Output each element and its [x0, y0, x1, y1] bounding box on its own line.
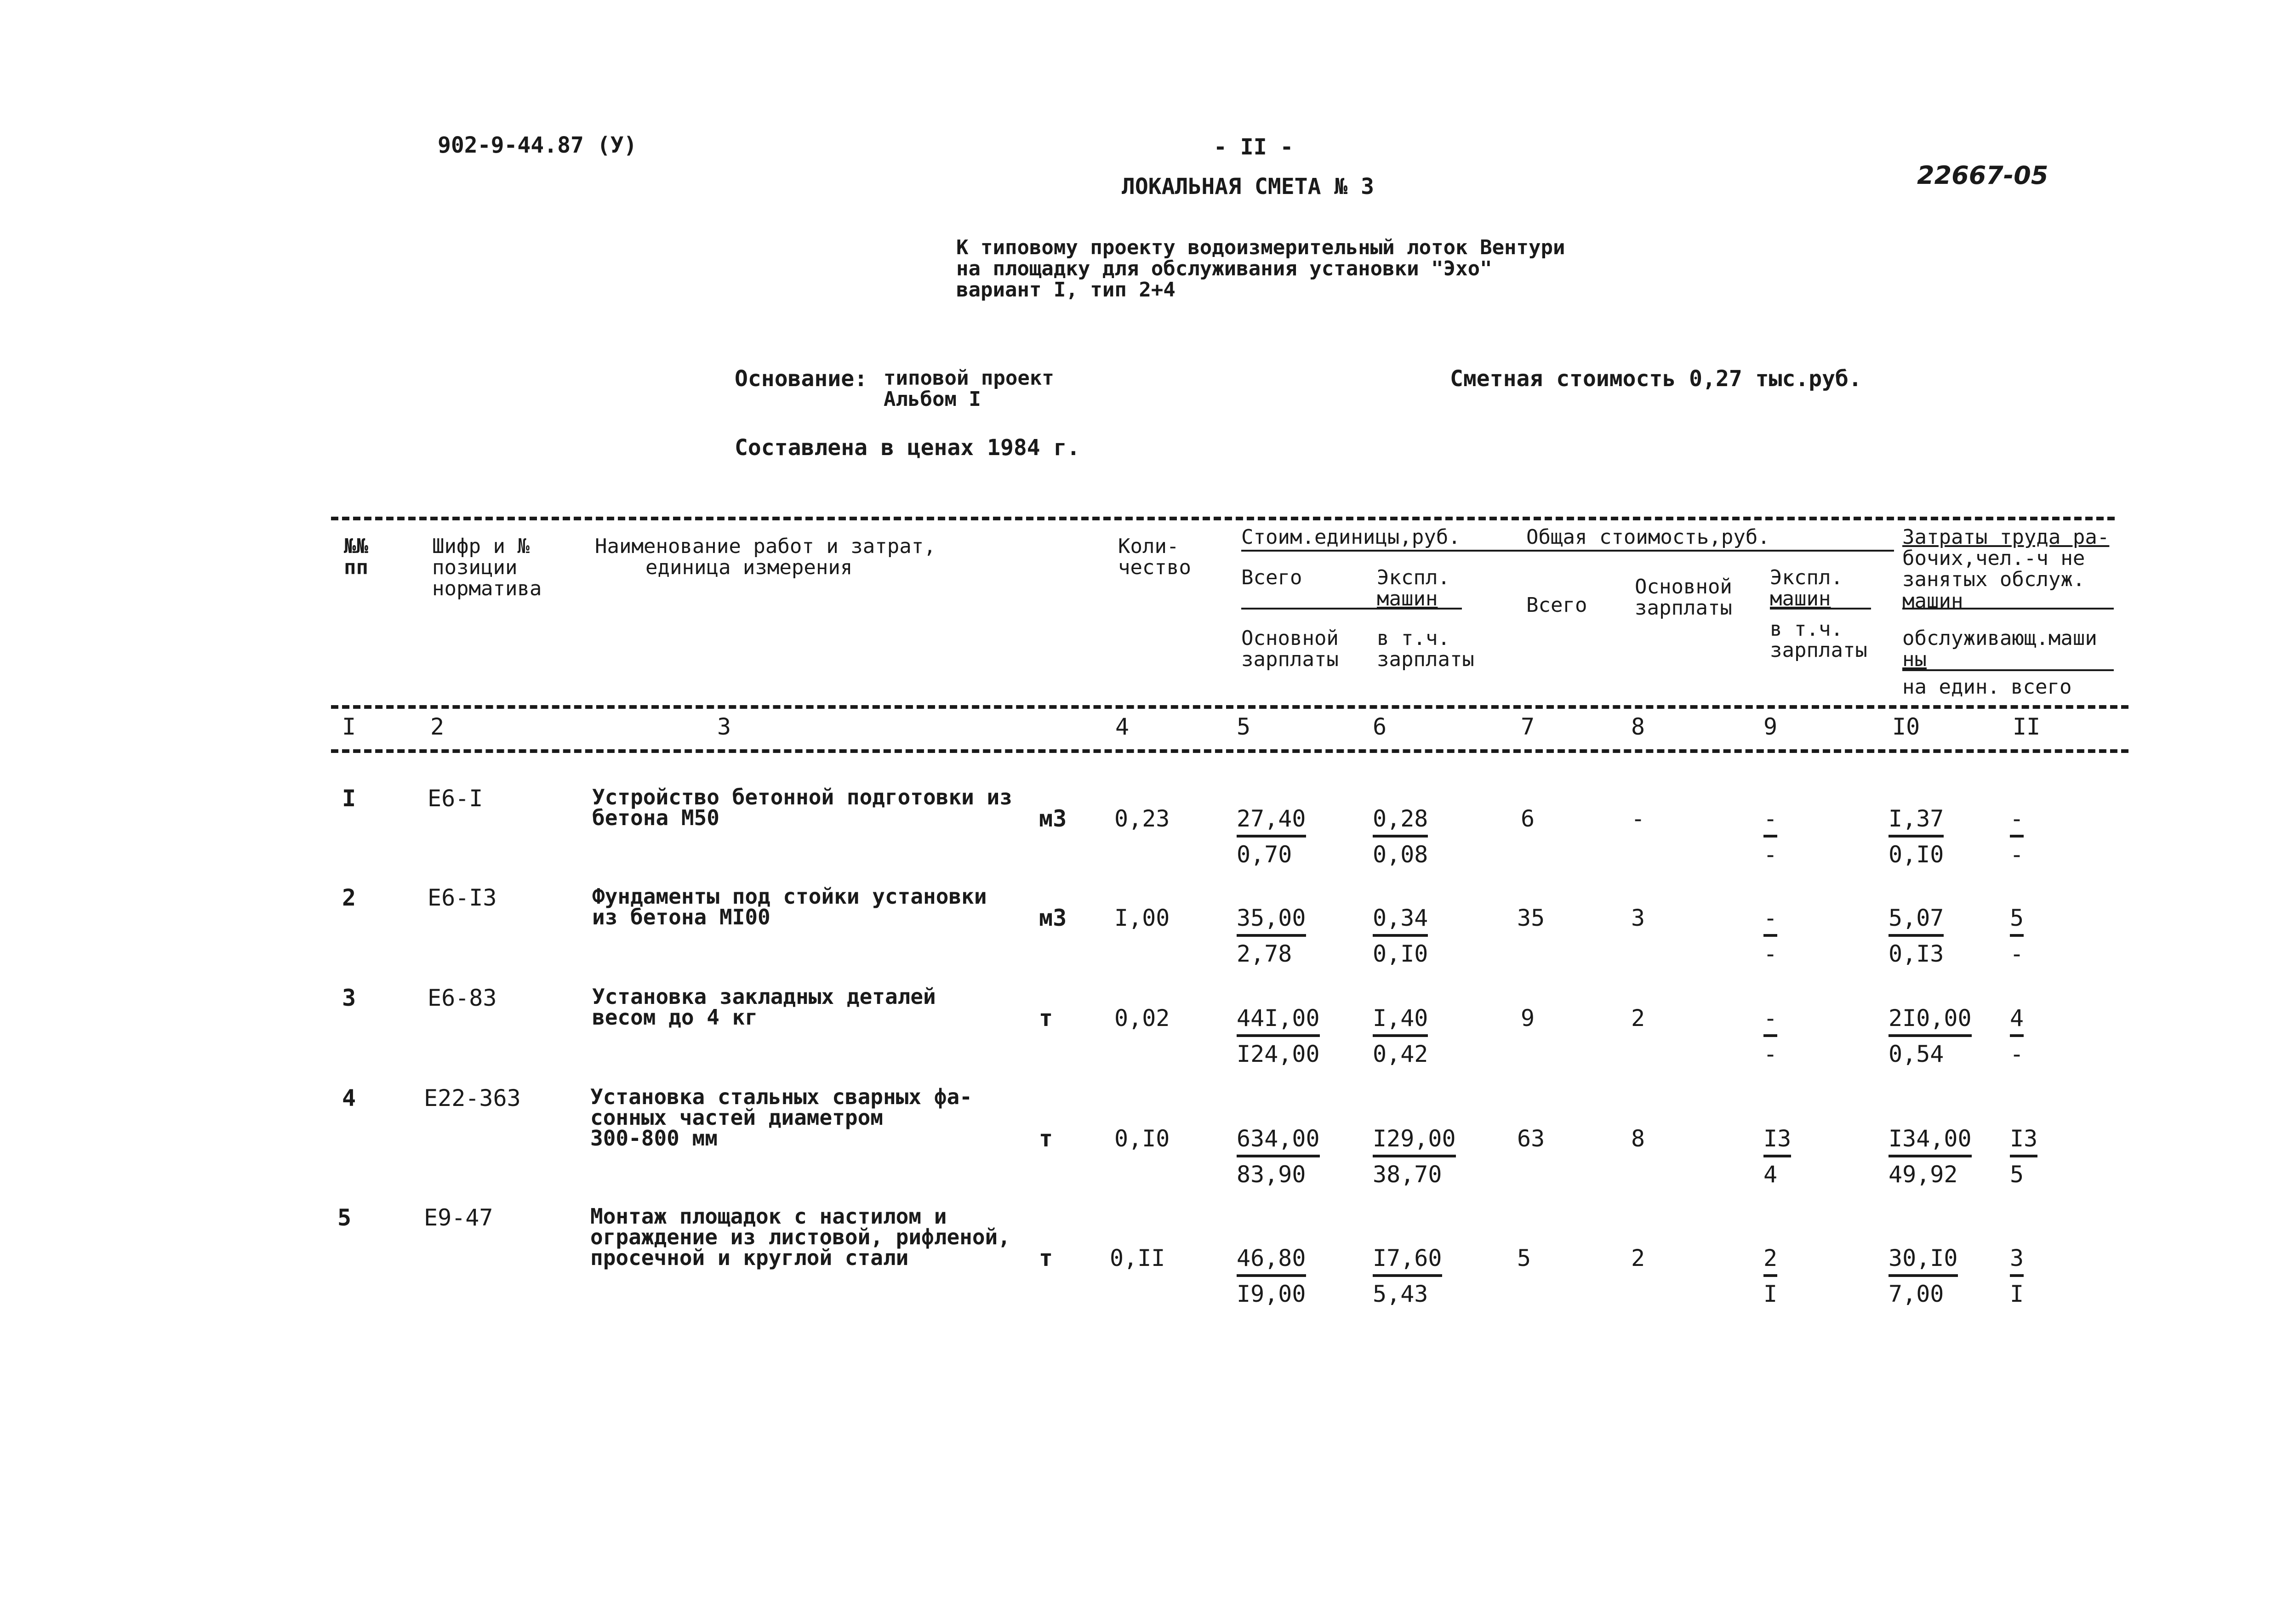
row-name: Устройство бетонной подготовки из бетона М50: [592, 785, 1012, 831]
row-num: I: [342, 785, 356, 812]
table-top-rule: [331, 517, 2115, 520]
row-code: Е22-363: [424, 1085, 521, 1111]
column-number: 4: [1115, 713, 1130, 740]
column-number: II: [2013, 713, 2041, 740]
header-labor-service: обслуживающ.маши ны: [1902, 627, 2097, 672]
row-labor-total: $\frac{3}{I}$: [2010, 1245, 2024, 1307]
column-number: I: [342, 713, 356, 740]
row-num: 2: [342, 884, 356, 911]
row-labor-unit: $\frac{30,I0}{7,00}$: [1889, 1245, 1958, 1307]
row-code: Е9-47: [424, 1204, 493, 1231]
prices-note: Составлена в ценах 1984 г.: [735, 435, 1080, 461]
row-total-wages: 2: [1631, 1005, 1645, 1031]
basis-label: Основание:: [735, 366, 867, 392]
header-bottom-rule: [331, 705, 2128, 709]
row-qty: 0,23: [1114, 805, 1170, 832]
row-total-wages: -: [1631, 805, 1645, 832]
row-qty: 0,I0: [1114, 1125, 1170, 1152]
row-name: Установка стальных сварных фа- сонных частей диаметром 300-800 мм: [590, 1084, 972, 1151]
row-num: 3: [342, 985, 356, 1011]
header-unit-wages: Основной зарплаты: [1241, 627, 1339, 672]
subtitle-line: на площадку для обслуживания установки "Эхо": [956, 257, 1492, 281]
row-code: Е6-I3: [428, 884, 497, 911]
row-labor-total: 4 -: [2010, 1005, 2024, 1067]
column-numbers-rule: [331, 749, 2128, 753]
row-unit-cost: $\frac{44I,00}{I24,00}$: [1237, 1005, 1320, 1067]
row-unit: м3: [1039, 805, 1067, 832]
column-number: I0: [1892, 713, 1920, 740]
row-unit-cost: $\frac{27,40}{0,70}$: [1237, 805, 1306, 868]
estimate-title: ЛОКАЛЬНАЯ СМЕТА № 3: [1122, 174, 1375, 199]
row-unit: м3: [1039, 905, 1067, 931]
document-code: 902-9-44.87 (У): [438, 132, 637, 158]
row-unit: т: [1039, 1005, 1053, 1031]
row-unit-machines: $\frac{I29,00}{38,70}$: [1373, 1125, 1456, 1188]
estimated-cost: Сметная стоимость 0,27 тыс.руб.: [1450, 366, 1862, 392]
row-total-machines: - -: [1763, 805, 1778, 868]
header-num: №№ пп: [344, 535, 368, 580]
header-code: Шифр и № позиции норматива: [432, 535, 542, 601]
row-name: Монтаж площадок с настилом и ограждение из листовой, рифленой, просечной и круглой стали: [590, 1204, 1010, 1271]
row-total-machines: - -: [1763, 905, 1778, 967]
row-num: 4: [342, 1085, 356, 1111]
column-number: 6: [1373, 713, 1387, 740]
row-name: Фундаменты под стойки установки из бетона МI00: [592, 884, 987, 930]
row-total-wages: 3: [1631, 905, 1645, 931]
row-unit-machines: $\frac{I7,60}{5,43}$: [1373, 1245, 1442, 1307]
header-total-total: Всего: [1526, 593, 1587, 617]
row-total-machines: $\frac{2}{I}$: [1763, 1245, 1778, 1307]
header-total-incl-wages: в т.ч. зарплаты: [1770, 617, 1867, 662]
header-unit-incl-wages: в т.ч. зарплаты: [1377, 627, 1474, 672]
header-total-wages: Основной зарплаты: [1635, 575, 1732, 620]
header-unit-cost: Стоим.единицы,руб.: [1241, 525, 1461, 549]
header-name: Наименование работ и затрат, единица измерения: [595, 535, 936, 580]
row-total-wages: 8: [1631, 1125, 1645, 1152]
column-number: 8: [1631, 713, 1645, 740]
row-labor-unit: $\frac{I34,00}{49,92}$: [1889, 1125, 1972, 1188]
row-total: 63: [1517, 1125, 1545, 1152]
subtitle-line: К типовому проекту водоизмерительный лоток Вентури: [956, 236, 1565, 259]
row-unit-machines: $\frac{0,34}{0,I0}$: [1373, 905, 1428, 967]
header-qty: Коли- чество: [1118, 535, 1191, 580]
row-labor-unit: $\frac{I,37}{0,I0}$: [1889, 805, 1944, 868]
subtitle: [956, 237, 1565, 301]
row-total: 5: [1517, 1245, 1531, 1271]
column-number: 9: [1763, 713, 1778, 740]
row-code: Е6-I: [428, 785, 483, 812]
row-qty: I,00: [1114, 905, 1170, 931]
row-name: Установка закладных деталей весом до 4 кг: [592, 984, 936, 1030]
header-total-cost: Общая стоимость,руб.: [1526, 525, 1770, 549]
row-unit-cost: $\frac{46,80}{I9,00}$: [1237, 1245, 1306, 1307]
row-unit: т: [1039, 1245, 1053, 1271]
row-labor-unit: $\frac{2I0,00}{0,54}$: [1889, 1005, 1972, 1067]
row-unit-machines: $\frac{0,28}{0,08}$: [1373, 805, 1428, 868]
row-unit-cost: $\frac{634,00}{83,90}$: [1237, 1125, 1320, 1188]
row-total-wages: 2: [1631, 1245, 1645, 1271]
column-number: 5: [1237, 713, 1251, 740]
row-labor-total: 5 -: [2010, 905, 2024, 967]
row-unit: т: [1039, 1125, 1053, 1152]
page-number: - II -: [1214, 134, 1294, 160]
row-labor-total: - -: [2010, 805, 2024, 868]
header-labor-total: всего: [2011, 675, 2072, 699]
row-labor-total: $\frac{I3}{5}$: [2010, 1125, 2038, 1188]
column-number: 2: [430, 713, 445, 740]
row-qty: 0,02: [1114, 1005, 1170, 1031]
row-unit-machines: $\frac{I,40}{0,42}$: [1373, 1005, 1428, 1067]
row-total-machines: $\frac{I3}{4}$: [1763, 1125, 1792, 1188]
archive-number: 22667-05: [1917, 161, 2048, 190]
header-unit-total: Всего: [1241, 566, 1302, 589]
row-code: Е6-83: [428, 985, 497, 1011]
row-qty: 0,II: [1110, 1245, 1165, 1271]
header-total-machines: Экспл. машин: [1770, 566, 1843, 611]
column-number: 3: [717, 713, 731, 740]
column-number: 7: [1521, 713, 1535, 740]
row-num: 5: [337, 1204, 352, 1231]
header-labor-per-unit: на един.: [1902, 675, 2000, 699]
row-labor-unit: $\frac{5,07}{0,I3}$: [1889, 905, 1944, 967]
basis-value: типовой проект Альбом I: [884, 366, 1054, 411]
header-labor: Затраты труда ра- бочих,чел.-ч не занятых обслуж. машин: [1902, 525, 2110, 613]
row-total: 6: [1521, 805, 1535, 832]
row-total: 9: [1521, 1005, 1535, 1031]
row-unit-cost: $\frac{35,00}{2,78}$: [1237, 905, 1306, 967]
row-total-machines: - -: [1763, 1005, 1778, 1067]
subtitle-line: вариант I, тип 2+4: [956, 278, 1175, 302]
header-unit-machines: Экспл. машин: [1377, 566, 1450, 611]
row-total: 35: [1517, 905, 1545, 931]
